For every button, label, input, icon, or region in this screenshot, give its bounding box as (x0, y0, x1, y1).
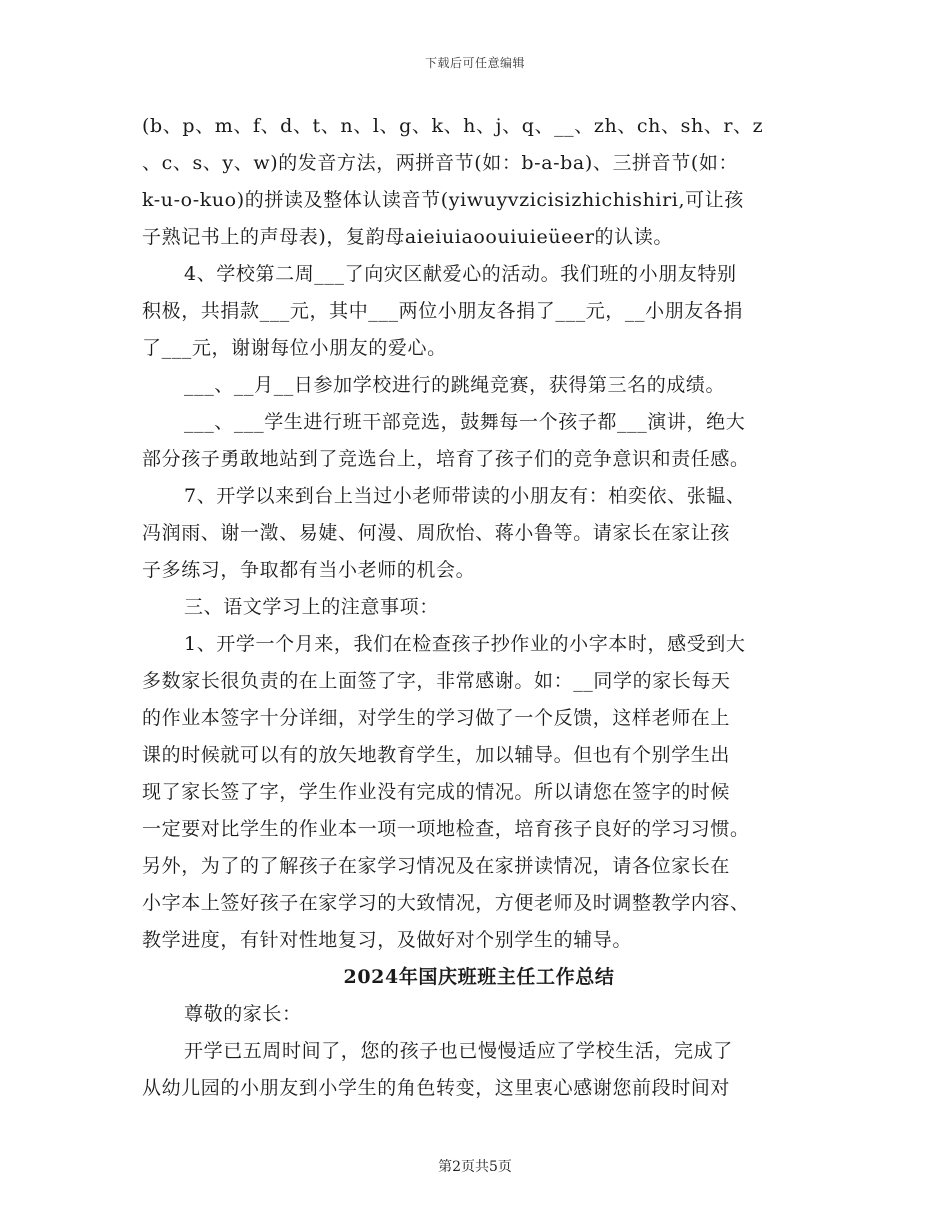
paragraph-line: (b、p、m、f、d、t、n、l、g、k、h、j、q、__、zh、ch、sh、r、z (142, 115, 764, 137)
paragraph-line: ___、__月__日参加学校进行的跳绳竞赛，获得第三名的成绩。 (184, 374, 726, 396)
paragraph-line: 一定要对比学生的作业本一项一项地检查，培育孩子良好的学习习惯。 (142, 818, 750, 840)
paragraph-line: k-u-o-kuo)的拼读及整体认读音节(yiwuyvzicisizhichishiri,可让孩 (142, 189, 744, 211)
paragraph-line: 的作业本签字十分详细，对学生的学习做了一个反馈，这样老师在上 (142, 707, 731, 729)
page-footer: 第2页共5页 (438, 1159, 512, 1175)
paragraph-line: 现了家长签了字，学生作业没有完成的情况。所以请您在签字的时候 (142, 781, 731, 803)
paragraph-line: 4、学校第二周___了向灾区献爱心的活动。我们班的小朋友特别 (184, 263, 737, 285)
page-header: 下载后可任意编辑 (424, 56, 525, 70)
paragraph-line: 子熟记书上的声母表)，复韵母aieiuiaoouiuieüeer的认读。 (142, 226, 673, 248)
paragraph-line: 从幼儿园的小朋友到小学生的角色转变，这里衷心感谢您前段时间对 (142, 1077, 731, 1099)
paragraph-line: 冯润雨、谢一澂、易婕、何漫、周欣怡、蒋小鲁等。请家长在家让孩 (142, 522, 731, 544)
paragraph-line: 子多练习，争取都有当小老师的机会。 (142, 559, 476, 581)
paragraph-line: 积极，共捐款___元，其中___两位小朋友各捐了___元，__小朋友各捐 (142, 300, 744, 322)
paragraph-line: 开学已五周时间了，您的孩子也已慢慢适应了学校生活，完成了 (184, 1040, 733, 1062)
paragraph-line: 教学进度，有针对性地复习，及做好对个别学生的辅导。 (142, 929, 633, 951)
paragraph-line: 1、开学一个月来，我们在检查孩子抄作业的小字本时，感受到大 (184, 633, 746, 655)
paragraph-line: 课的时候就可以有的放矢地教育学生，加以辅导。但也有个别学生出 (142, 744, 731, 766)
paragraph-line: 7、开学以来到台上当过小老师带读的小朋友有：柏奕依、张韫、 (184, 485, 746, 507)
paragraph-line: 、c、s、y、w)的发音方法，两拼音节(如：b-a-ba)、三拼音节(如： (142, 152, 739, 174)
section-heading: 三、语文学习上的注意事项： (184, 596, 439, 618)
paragraph-line: 小字本上签好孩子在家学习的大致情况，方便老师及时调整教学内容、 (142, 892, 750, 914)
section-title: 2024年国庆班班主任工作总结 (343, 966, 615, 988)
paragraph-line: 多数家长很负责的在上面签了字，非常感谢。如：__同学的家长每天 (142, 670, 731, 692)
paragraph-line: 部分孩子勇敢地站到了竞选台上，培育了孩子们的竞争意识和责任感。 (142, 448, 750, 470)
salutation: 尊敬的家长： (184, 1003, 302, 1025)
document-body (142, 108, 808, 1107)
paragraph-line: ___、___学生进行班干部竞选，鼓舞每一个孩子都___演讲，绝大 (184, 411, 746, 433)
paragraph-line: 了___元，谢谢每位小朋友的爱心。 (142, 337, 447, 359)
paragraph-line: 另外，为了的了解孩子在家学习情况及在家拼读情况，请各位家长在 (142, 855, 731, 877)
